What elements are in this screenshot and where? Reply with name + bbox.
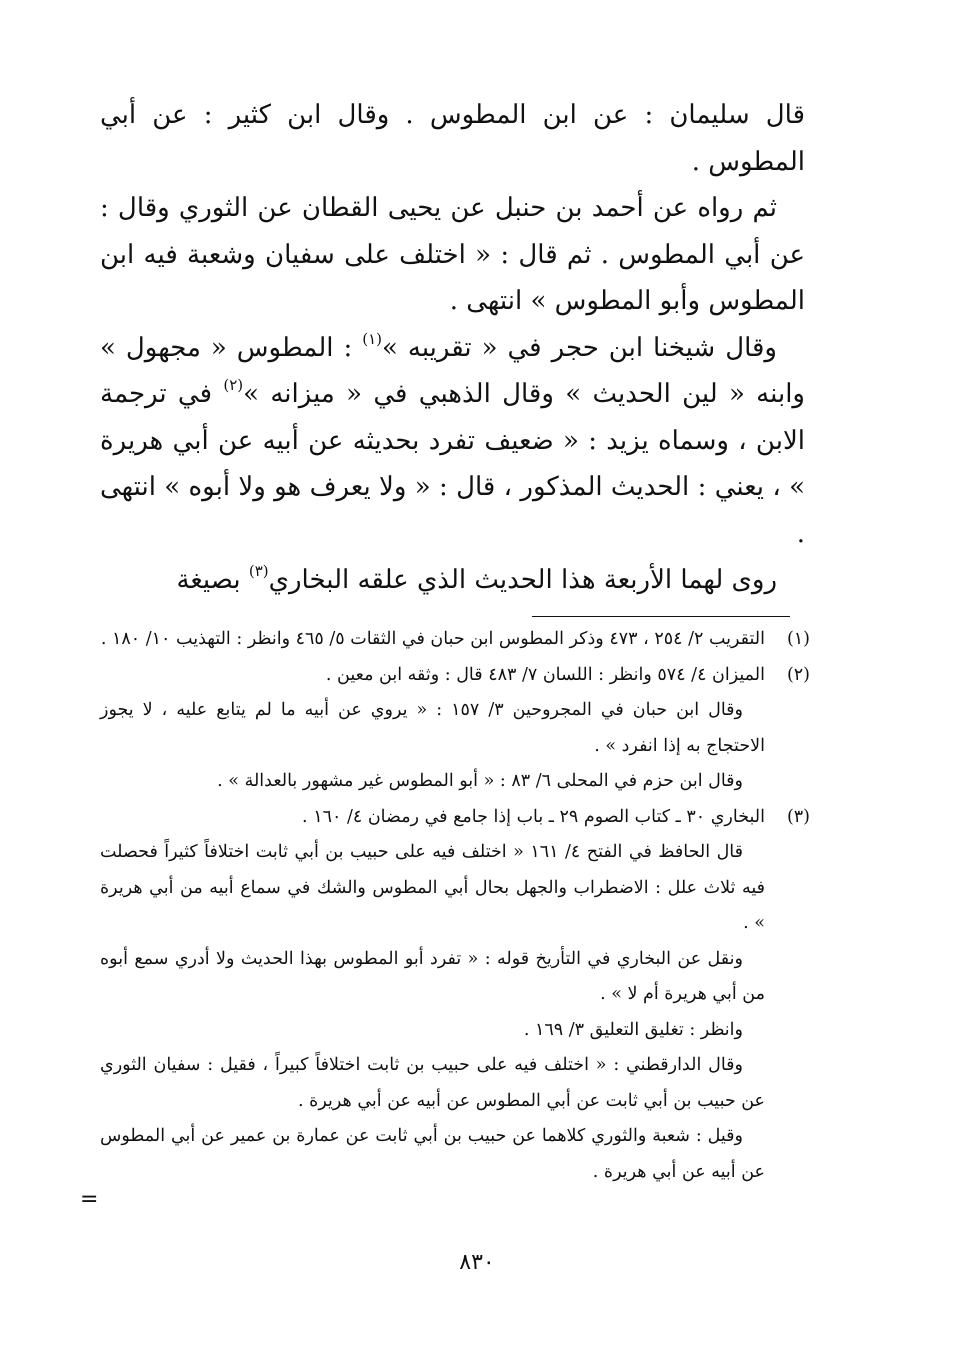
footnote-line: وانظر : تغليق التعليق ٣/ ١٦٩ . xyxy=(523,1019,743,1040)
page-number: ٨٣٠ xyxy=(459,1250,495,1275)
footnote-line: الميزان ٤/ ٥٧٤ وانظر : اللسان ٧/ ٤٨٣ قال : وثقه ابن معين . xyxy=(325,664,765,685)
paragraph-text: قال سليمان : عن ابن المطوس . وقال ابن كثير : عن أبي المطوس . xyxy=(100,100,805,177)
footnote-line: وقال ابن حبان في المجروحين ٣/ ١٥٧ : « يروي عن أبيه ما لم يتابع عليه ، لا يجوز الاحتجاج به إذا انفرد » . xyxy=(100,700,765,756)
footnotes xyxy=(100,622,810,1190)
footnote-separator xyxy=(532,616,790,617)
footnote-line: التقريب ٢/ ٢٥٤ ، ٤٧٣ وذكر المطوس ابن حبان في الثقات ٥/ ٤٦٥ وانظر : التهذيب ١٠/ ١٨٠ . xyxy=(100,629,765,649)
main-paragraph xyxy=(100,557,805,604)
paragraph-text: ثم رواه عن أحمد بن حنبل عن يحيى القطان عن الثوري وقال : عن أبي المطوس . ثم قال : « اختلف على سفيان وشعبة فيه ابن المطوس وأبو المطوس » انتهى . xyxy=(100,193,805,316)
footnote-number: (٢) xyxy=(786,664,810,685)
footnote xyxy=(100,658,810,800)
main-paragraph xyxy=(100,325,805,558)
footnote-line: وقال ابن حزم في المحلى ٦/ ٨٣ : « أبو المطوس غير مشهور بالعدالة » . xyxy=(217,771,743,791)
continuation-mark: = xyxy=(80,1187,99,1212)
footnote xyxy=(100,800,810,1191)
main-text xyxy=(100,92,805,604)
footnote-ref: (٣) xyxy=(248,562,269,580)
footnote-line: البخاري ٣٠ ـ كتاب الصوم ٢٩ ـ باب إذا جامع في رمضان ٤/ ١٦٠ . xyxy=(302,806,765,827)
footnote-line: وقال الدارقطني : « اختلف فيه على حبيب بن ثابت اختلافاً كبيراً ، فقيل : سفيان الثوري عن حبيب بن أبي ثابت عن أبي المطوس عن أبيه عن أبي هريرة . xyxy=(100,1055,765,1111)
footnote-ref: (١) xyxy=(362,329,382,348)
footnote-line: قال الحافظ في الفتح ٤/ ١٦١ « اختلف فيه على حبيب بن أبي ثابت اختلافاً كثيراً فحصلت فيه ثلاث علل : الاضطراب والجهل بحال أبي المطوس والشك في سماع أبيه من أبي هريرة » . xyxy=(100,842,765,933)
footnote-line: ونقل عن البخاري في التأريخ قوله : « تفرد أبو المطوس بهذا الحديث ولا أدري سمع أبوه من أبي هريرة أم لا » . xyxy=(100,948,765,1004)
footnote-number: (٣) xyxy=(786,806,810,827)
paragraph-text: وقال شيخنا ابن حجر في « تقريبه » xyxy=(381,332,777,363)
footnote-line: وقيل : شعبة والثوري كلاهما عن حبيب بن أبي ثابت عن عمارة بن عمير عن أبي المطوس عن أبيه عن أبي هريرة . xyxy=(100,1126,765,1182)
main-paragraph xyxy=(100,92,805,185)
footnote-body xyxy=(100,622,765,658)
footnote xyxy=(100,622,810,658)
paragraph-text: بصيغة xyxy=(176,565,249,595)
footnote-body xyxy=(100,800,765,1191)
paragraph-text: روى لهما الأربعة هذا الحديث الذي علقه البخاري xyxy=(268,565,777,595)
footnote-body xyxy=(100,658,765,800)
footnote-number: (١) xyxy=(786,629,810,649)
main-paragraph xyxy=(100,185,805,325)
paragraph-text: في ترجمة الابن ، وسماه يزيد : « ضعيف تفرد بحديثه عن أبيه عن أبي هريرة » ، يعني : الحديث المذكور ، قال : « ولا يعرف هو ولا أبوه » انتهى . xyxy=(100,379,805,549)
footnote-ref: (٢) xyxy=(223,376,244,394)
paragraph-text: : المطوس « مجهول » وابنه « لين الحديث » وقال الذهبي في « ميزانه » xyxy=(100,332,805,409)
